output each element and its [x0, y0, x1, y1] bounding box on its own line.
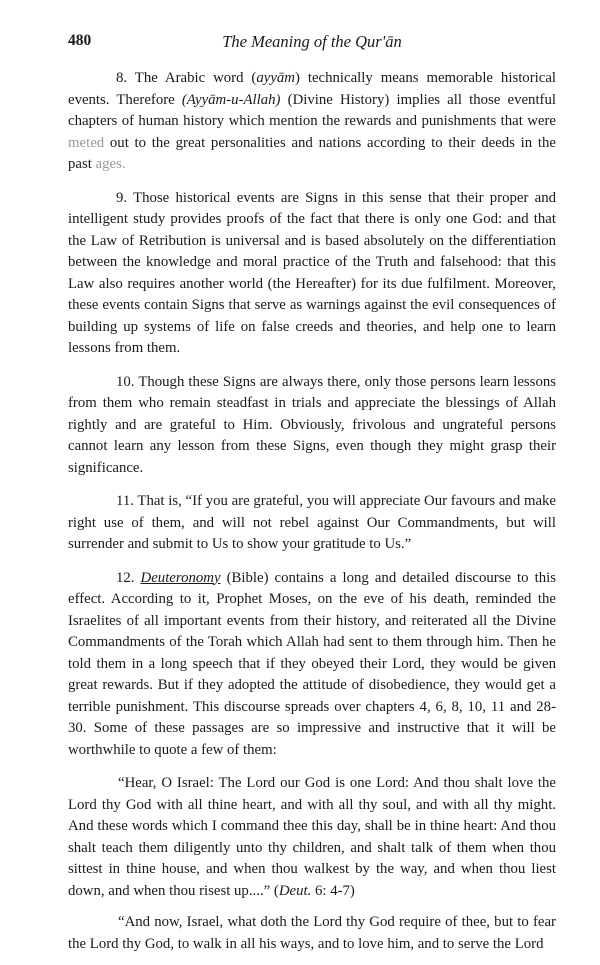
- arabic-term: (Ayyām-u-Allah): [181, 91, 281, 108]
- running-title: The Meaning of the Qur'ān: [222, 32, 402, 51]
- book-title: Deuteronomy: [140, 569, 221, 586]
- note-number: 9.: [116, 189, 128, 206]
- arabic-term: ayyām: [256, 70, 295, 86]
- page-number: 480: [68, 32, 92, 49]
- note-number: 12.: [116, 569, 135, 586]
- page-body: [68, 68, 556, 965]
- note-12: 12. Deuteronomy (Bible) contains a long and detailed discourse to this effect. According to it, Prophet Moses, on the eve of his death, reminded the Israelites of all important events from their history, and reiterated all the Divine Commandments of the Torah which Allah had sent to them through him. Then he told them in a long speech that if they obeyed their Lord, they would be given great rewards. But if they adopted the attitude of disobedience, they would get a terrible punishment. This discourse spreads over chapters 4, 6, 8, 10, 11 and 28-30. Some of these passages are so impressive and instructive that it will be worthwhile to quote a few of them:: [68, 569, 556, 758]
- page-header: [68, 32, 556, 54]
- note-9: 9. Those historical events are Signs in this sense that their proper and intelligent study provides proofs of the fact that there is only one God: and that the Law of Retribution is universal and is based absolutely on the differentiation between the knowledge and moral practice of the Truth and falsehood: that this Law also requires another world (the Hereafter) for its due fulfilment. Moreover, these events contain Signs that serve as warnings against the evil consequences of building up systems of life on false creeds and theories, and help one to learn lessons from them.: [68, 189, 556, 356]
- note-number: 10.: [116, 373, 135, 390]
- citation-abbrev: Deut.: [278, 882, 312, 899]
- scripture-quote: “Hear, O Israel: The Lord our God is one Lord: And thou shalt love the Lord thy God with all thine heart, and with all thy soul, and with all thy might. And these words which I command thee this day, shall be in thine heart: And thou shalt teach them diligently unto thy children, and shalt talk of them when thou sittest in thine house, and when thou walkest by the way, and when thou liest down, and when thou risest up....” (Deut. 6: 4-7): [68, 775, 556, 899]
- note-11: 11. That is, “If you are grateful, you will appreciate Our favours and make right use of them, and will not rebel against Our Commandments, but will surrender and submit to Us to show your gratitude to Us.”: [68, 493, 556, 552]
- note-number: 8.: [116, 70, 128, 86]
- scripture-quote: “And now, Israel, what doth the Lord thy God require of thee, but to fear the Lord thy God, to walk in all his ways, and to love him, and to serve the Lord: [68, 914, 556, 952]
- note-8: 8. The Arabic word (ayyām) technically means memorable historical events. Therefore (Ayyām-u-Allah) (Divine History) implies all those eventful chapters of human history which mention the rewards and punishments that were meted out to the great personalities and nations according to their deeds in the past ages.: [68, 70, 556, 172]
- note-10: 10. Though these Signs are always there, only those persons learn lessons from them who remain steadfast in trials and appreciate the blessings of Allah rightly and are grateful to Him. Obviously, frivolous and ungrateful persons cannot learn any lesson from these Signs, even though they might grasp their significance.: [68, 373, 556, 476]
- note-number: 11.: [116, 493, 134, 509]
